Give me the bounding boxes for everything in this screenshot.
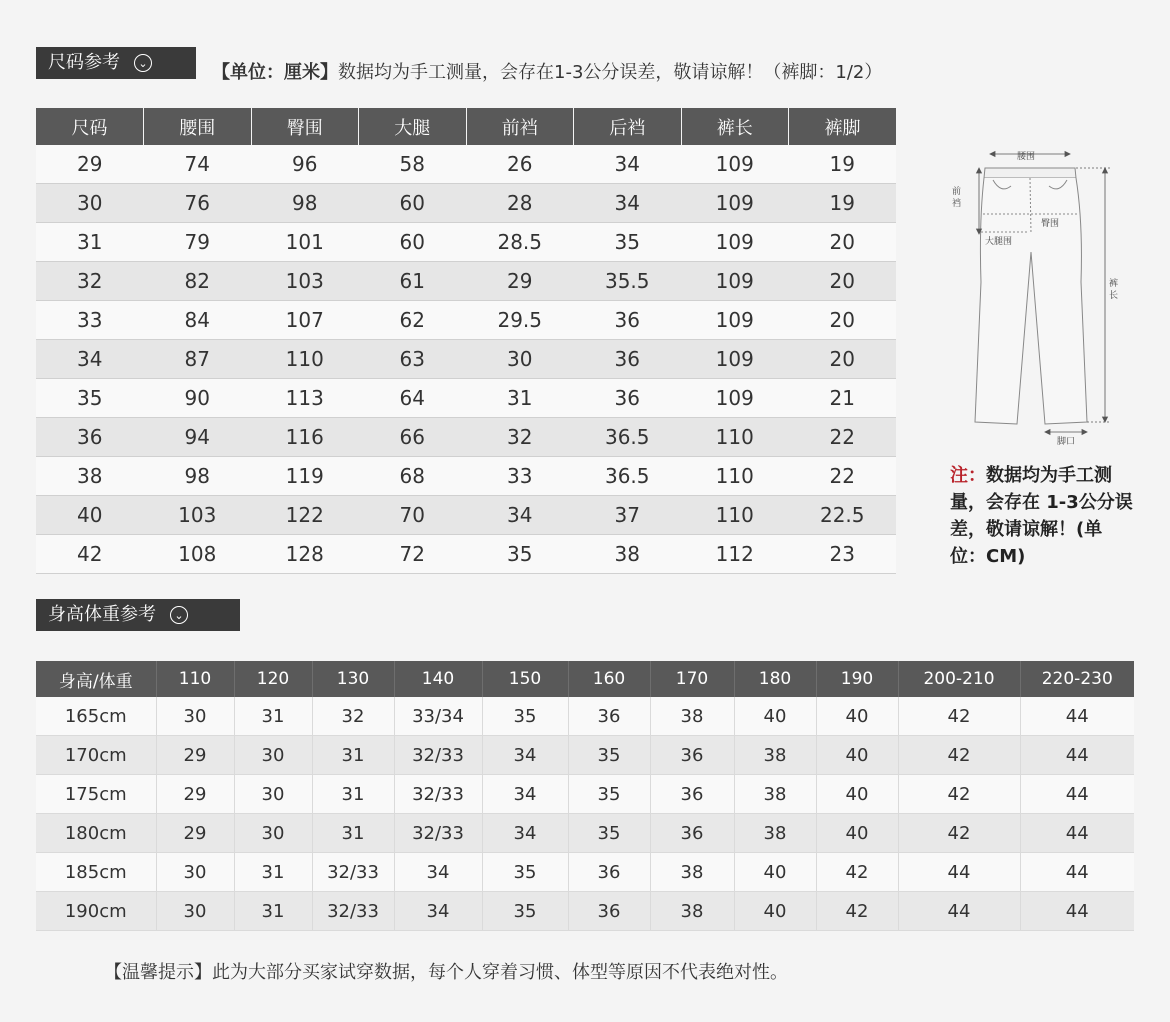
diagram-rise-label-2: 裆 — [952, 199, 962, 209]
table-cell: 32/33 — [312, 853, 394, 892]
table-row — [36, 184, 896, 223]
table-cell: 58 — [359, 145, 467, 184]
header-cell: 大腿 — [359, 108, 467, 145]
table-cell: 42 — [36, 535, 144, 574]
header-cell: 140 — [394, 661, 482, 697]
table-cell: 44 — [1020, 814, 1134, 853]
table-cell: 32 — [312, 697, 394, 736]
table-cell: 31 — [36, 223, 144, 262]
header-cell: 220-230 — [1020, 661, 1134, 697]
table-cell: 108 — [144, 535, 252, 574]
table-cell: 116 — [251, 418, 359, 457]
table-cell: 29.5 — [466, 301, 574, 340]
table-cell: 44 — [1020, 775, 1134, 814]
header-cell: 腰围 — [144, 108, 252, 145]
table-cell: 35 — [482, 892, 568, 931]
table-cell: 20 — [789, 301, 897, 340]
table-row — [36, 496, 896, 535]
unit-label: 【单位：厘米】 — [212, 62, 338, 83]
table-cell: 34 — [482, 814, 568, 853]
header-cell: 后裆 — [574, 108, 682, 145]
table-row — [36, 262, 896, 301]
table-cell: 22.5 — [789, 496, 897, 535]
table-cell: 42 — [898, 814, 1020, 853]
table-cell: 34 — [482, 736, 568, 775]
table-cell: 30 — [156, 853, 234, 892]
pants-diagram — [945, 142, 1135, 452]
table-cell: 36 — [574, 340, 682, 379]
table-cell: 19 — [789, 145, 897, 184]
note-text: 数据均为手工测量，会存在 1-3公分误差，敬请谅解！(单位：CM) — [950, 465, 1133, 567]
table-cell: 122 — [251, 496, 359, 535]
table-cell: 44 — [1020, 697, 1134, 736]
table-cell: 36 — [650, 736, 734, 775]
table-cell: 112 — [681, 535, 789, 574]
footer-tip: 【温馨提示】此为大部分买家试穿数据，每个人穿着习惯、体型等原因不代表绝对性。 — [104, 962, 788, 983]
table-cell: 40 — [734, 892, 816, 931]
table-cell: 103 — [144, 496, 252, 535]
table-cell: 35 — [482, 697, 568, 736]
note-prefix: 注： — [950, 465, 986, 486]
table-cell: 29 — [156, 814, 234, 853]
table-cell: 30 — [36, 184, 144, 223]
table-cell: 109 — [681, 262, 789, 301]
diagram-length-label-1: 裤 — [1109, 279, 1119, 289]
table-cell: 170cm — [36, 736, 156, 775]
table-cell: 82 — [144, 262, 252, 301]
table-cell: 60 — [359, 223, 467, 262]
table-cell: 32/33 — [394, 736, 482, 775]
table-cell: 31 — [234, 697, 312, 736]
table-cell: 34 — [394, 892, 482, 931]
table-cell: 110 — [681, 457, 789, 496]
table-row — [36, 223, 896, 262]
table-cell: 103 — [251, 262, 359, 301]
table-cell: 110 — [251, 340, 359, 379]
header-cell: 190 — [816, 661, 898, 697]
size-section-tag[interactable] — [36, 47, 196, 79]
header-cell: 裤脚 — [789, 108, 897, 145]
table-cell: 20 — [789, 340, 897, 379]
table-cell: 62 — [359, 301, 467, 340]
table-cell: 35.5 — [574, 262, 682, 301]
table-cell: 33 — [36, 301, 144, 340]
header-cell: 180 — [734, 661, 816, 697]
size-table-header — [36, 108, 896, 145]
table-cell: 36.5 — [574, 457, 682, 496]
table-cell: 32/33 — [394, 775, 482, 814]
table-cell: 110 — [681, 496, 789, 535]
table-cell: 64 — [359, 379, 467, 418]
table-cell: 33/34 — [394, 697, 482, 736]
measurement-note — [950, 462, 1136, 570]
table-cell: 109 — [681, 340, 789, 379]
table-cell: 36 — [650, 775, 734, 814]
table-cell: 40 — [734, 697, 816, 736]
table-cell: 36 — [568, 853, 650, 892]
header-cell: 200-210 — [898, 661, 1020, 697]
table-cell: 38 — [734, 775, 816, 814]
table-cell: 35 — [568, 736, 650, 775]
table-cell: 101 — [251, 223, 359, 262]
table-cell: 29 — [36, 145, 144, 184]
table-cell: 28.5 — [466, 223, 574, 262]
table-cell: 90 — [144, 379, 252, 418]
table-cell: 109 — [681, 379, 789, 418]
table-cell: 36 — [574, 301, 682, 340]
table-cell: 94 — [144, 418, 252, 457]
table-cell: 31 — [312, 736, 394, 775]
table-cell: 30 — [156, 892, 234, 931]
table-cell: 79 — [144, 223, 252, 262]
table-cell: 38 — [650, 853, 734, 892]
table-cell: 30 — [466, 340, 574, 379]
table-cell: 21 — [789, 379, 897, 418]
table-cell: 33 — [466, 457, 574, 496]
header-cell: 裤长 — [681, 108, 789, 145]
table-cell: 42 — [816, 892, 898, 931]
table-cell: 113 — [251, 379, 359, 418]
table-cell: 40 — [816, 775, 898, 814]
table-cell: 68 — [359, 457, 467, 496]
table-cell: 40 — [734, 853, 816, 892]
table-cell: 42 — [898, 775, 1020, 814]
table-cell: 35 — [36, 379, 144, 418]
header-cell: 前裆 — [466, 108, 574, 145]
table-cell: 31 — [312, 775, 394, 814]
table-row — [36, 775, 1134, 814]
table-cell: 109 — [681, 145, 789, 184]
size-section-title: 尺码参考 — [48, 52, 120, 73]
table-cell: 29 — [156, 736, 234, 775]
table-cell: 31 — [234, 892, 312, 931]
table-cell: 38 — [734, 736, 816, 775]
table-cell: 98 — [251, 184, 359, 223]
table-cell: 128 — [251, 535, 359, 574]
table-cell: 37 — [574, 496, 682, 535]
diagram-length-label-2: 长 — [1109, 291, 1119, 301]
table-cell: 35 — [482, 853, 568, 892]
table-cell: 70 — [359, 496, 467, 535]
table-cell: 34 — [574, 145, 682, 184]
table-cell: 63 — [359, 340, 467, 379]
table-cell: 109 — [681, 301, 789, 340]
header-cell: 尺码 — [36, 108, 144, 145]
table-cell: 31 — [234, 853, 312, 892]
table-cell: 30 — [156, 697, 234, 736]
table-cell: 31 — [466, 379, 574, 418]
header-cell: 120 — [234, 661, 312, 697]
table-cell: 107 — [251, 301, 359, 340]
table-cell: 96 — [251, 145, 359, 184]
table-cell: 23 — [789, 535, 897, 574]
table-cell: 61 — [359, 262, 467, 301]
unit-note — [212, 58, 882, 84]
table-cell: 32 — [466, 418, 574, 457]
table-row — [36, 301, 896, 340]
table-cell: 38 — [734, 814, 816, 853]
table-row — [36, 379, 896, 418]
table-cell: 34 — [482, 775, 568, 814]
table-cell: 44 — [1020, 853, 1134, 892]
table-cell: 36 — [36, 418, 144, 457]
table-row — [36, 535, 896, 574]
table-cell: 72 — [359, 535, 467, 574]
chevron-down-icon: ⌄ — [170, 606, 188, 624]
table-cell: 30 — [234, 736, 312, 775]
height-table-header — [36, 661, 1134, 697]
table-cell: 34 — [36, 340, 144, 379]
unit-text: 数据均为手工测量，会存在1-3公分误差，敬请谅解！（裤脚：1/2） — [338, 62, 883, 83]
table-cell: 32/33 — [312, 892, 394, 931]
table-cell: 66 — [359, 418, 467, 457]
table-cell: 84 — [144, 301, 252, 340]
table-cell: 34 — [466, 496, 574, 535]
table-cell: 42 — [898, 697, 1020, 736]
table-cell: 76 — [144, 184, 252, 223]
table-cell: 119 — [251, 457, 359, 496]
table-cell: 38 — [574, 535, 682, 574]
diagram-thigh-label: 大腿围 — [985, 237, 1013, 247]
table-cell: 29 — [466, 262, 574, 301]
table-cell: 34 — [394, 853, 482, 892]
table-row — [36, 814, 1134, 853]
table-cell: 74 — [144, 145, 252, 184]
table-cell: 109 — [681, 223, 789, 262]
header-cell: 160 — [568, 661, 650, 697]
table-cell: 87 — [144, 340, 252, 379]
table-cell: 32/33 — [394, 814, 482, 853]
table-cell: 40 — [816, 697, 898, 736]
table-row — [36, 145, 896, 184]
table-row — [36, 418, 896, 457]
table-cell: 44 — [1020, 736, 1134, 775]
table-cell: 42 — [816, 853, 898, 892]
table-cell: 36.5 — [574, 418, 682, 457]
header-cell: 110 — [156, 661, 234, 697]
table-row — [36, 697, 1134, 736]
table-cell: 20 — [789, 223, 897, 262]
diagram-hip-label: 臀围 — [1041, 219, 1060, 229]
table-row — [36, 853, 1134, 892]
height-section-title: 身高体重参考 — [48, 604, 156, 625]
table-cell: 35 — [466, 535, 574, 574]
table-cell: 44 — [898, 853, 1020, 892]
table-cell: 19 — [789, 184, 897, 223]
table-cell: 42 — [898, 736, 1020, 775]
table-cell: 35 — [574, 223, 682, 262]
table-cell: 29 — [156, 775, 234, 814]
table-cell: 36 — [650, 814, 734, 853]
table-cell: 165cm — [36, 697, 156, 736]
height-section-tag[interactable] — [36, 599, 240, 631]
table-cell: 22 — [789, 418, 897, 457]
table-cell: 109 — [681, 184, 789, 223]
table-row — [36, 736, 1134, 775]
table-cell: 20 — [789, 262, 897, 301]
table-row — [36, 340, 896, 379]
table-cell: 31 — [312, 814, 394, 853]
header-cell: 130 — [312, 661, 394, 697]
table-cell: 175cm — [36, 775, 156, 814]
diagram-waist-label: 腰围 — [1017, 152, 1036, 162]
table-cell: 40 — [816, 814, 898, 853]
table-cell: 22 — [789, 457, 897, 496]
table-cell: 110 — [681, 418, 789, 457]
table-cell: 98 — [144, 457, 252, 496]
table-cell: 190cm — [36, 892, 156, 931]
header-cell: 身高/体重 — [36, 661, 156, 697]
table-row — [36, 892, 1134, 931]
table-cell: 40 — [816, 736, 898, 775]
height-weight-table — [36, 661, 1134, 931]
table-cell: 30 — [234, 775, 312, 814]
table-cell: 32 — [36, 262, 144, 301]
chevron-down-icon: ⌄ — [134, 54, 152, 72]
header-cell: 臀围 — [251, 108, 359, 145]
table-cell: 185cm — [36, 853, 156, 892]
table-cell: 44 — [898, 892, 1020, 931]
table-cell: 44 — [1020, 892, 1134, 931]
table-cell: 36 — [568, 697, 650, 736]
table-cell: 35 — [568, 814, 650, 853]
header-cell: 170 — [650, 661, 734, 697]
table-cell: 30 — [234, 814, 312, 853]
diagram-rise-label-1: 前 — [952, 187, 962, 197]
table-cell: 60 — [359, 184, 467, 223]
table-row — [36, 457, 896, 496]
table-cell: 38 — [650, 892, 734, 931]
table-cell: 36 — [568, 892, 650, 931]
size-table — [36, 108, 896, 574]
table-cell: 34 — [574, 184, 682, 223]
diagram-hem-label: 脚口 — [1057, 437, 1076, 447]
table-cell: 26 — [466, 145, 574, 184]
table-cell: 38 — [650, 697, 734, 736]
table-cell: 35 — [568, 775, 650, 814]
header-cell: 150 — [482, 661, 568, 697]
table-cell: 40 — [36, 496, 144, 535]
table-cell: 180cm — [36, 814, 156, 853]
table-cell: 28 — [466, 184, 574, 223]
table-cell: 36 — [574, 379, 682, 418]
table-cell: 38 — [36, 457, 144, 496]
